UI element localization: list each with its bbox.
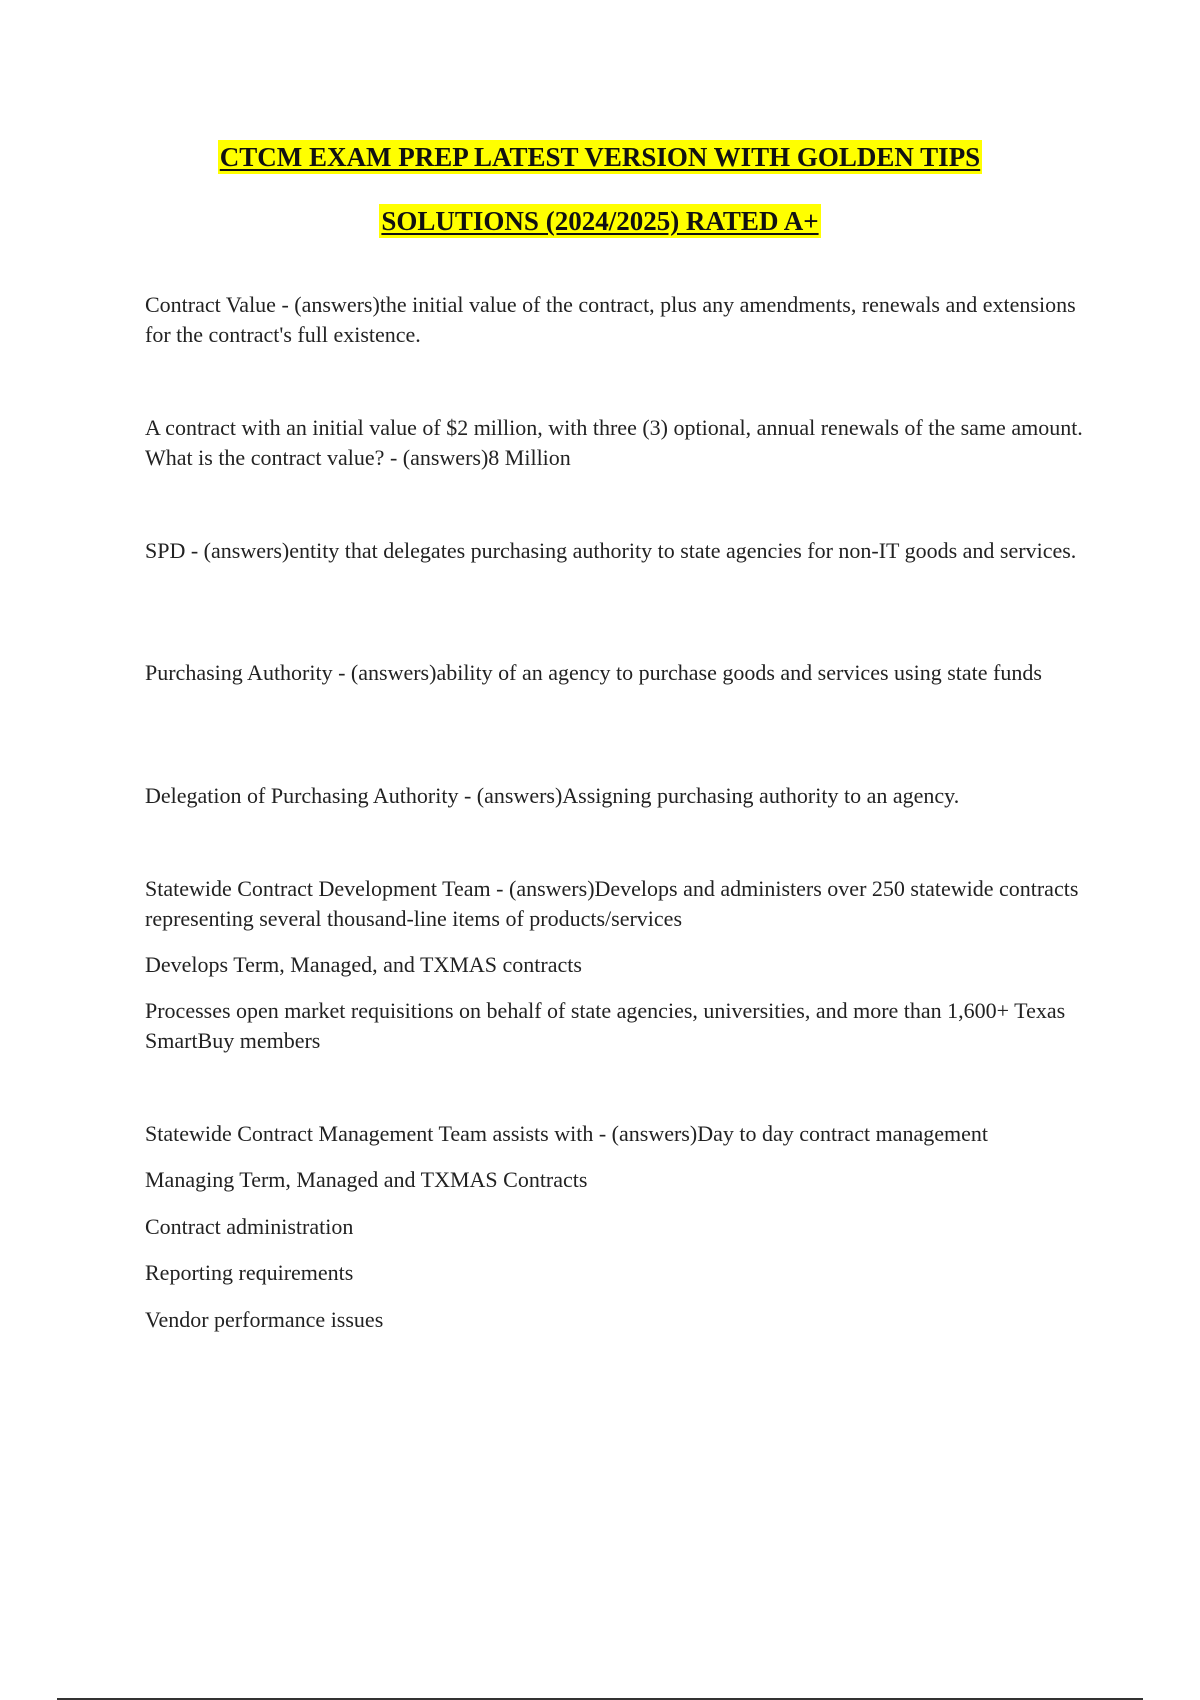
entry-processes-open-market: Processes open market requisitions on behalf of state agencies, universities, and more than 1,600+ Texas SmartBuy members [145, 998, 1066, 1053]
entry-delegation-of-purchasing-authority: Delegation of Purchasing Authority - (answers)Assigning purchasing authority to an agency. [145, 783, 960, 808]
entry-purchasing-authority: Purchasing Authority - (answers)ability of an agency to purchase goods and services using state funds [145, 660, 1042, 685]
entry-statewide-contract-development-team: Statewide Contract Development Team - (answers)Develops and administers over 250 statewide contracts representing several thousand-line items of products/services [145, 876, 1079, 931]
entry-spd: SPD - (answers)entity that delegates purchasing authority to state agencies for non-IT goods and services. [145, 538, 1077, 563]
entry-statewide-contract-management-team: Statewide Contract Management Team assists with - (answers)Day to day contract management [145, 1121, 988, 1146]
entry-managing-term-contracts: Managing Term, Managed and TXMAS Contracts [145, 1167, 588, 1192]
entry-reporting-requirements: Reporting requirements [145, 1260, 354, 1285]
title-line-2: SOLUTIONS (2024/2025) RATED A+ [381, 206, 819, 236]
document-title [0, 140, 1200, 268]
entry-contract-administration: Contract administration [145, 1214, 354, 1239]
entry-contract-value: Contract Value - (answers)the initial value of the contract, plus any amendments, renewals and extensions for the contract's full existence. [145, 292, 1076, 347]
title-line-1: CTCM EXAM PREP LATEST VERSION WITH GOLDEN TIPS [219, 142, 981, 172]
entry-develops-term-contracts: Develops Term, Managed, and TXMAS contracts [145, 952, 582, 977]
entry-contract-value-question: A contract with an initial value of $2 million, with three (3) optional, annual renewals of the same amount. What is the contract value? - (answers)8 Million [145, 415, 1083, 470]
entry-vendor-performance-issues: Vendor performance issues [145, 1307, 384, 1332]
